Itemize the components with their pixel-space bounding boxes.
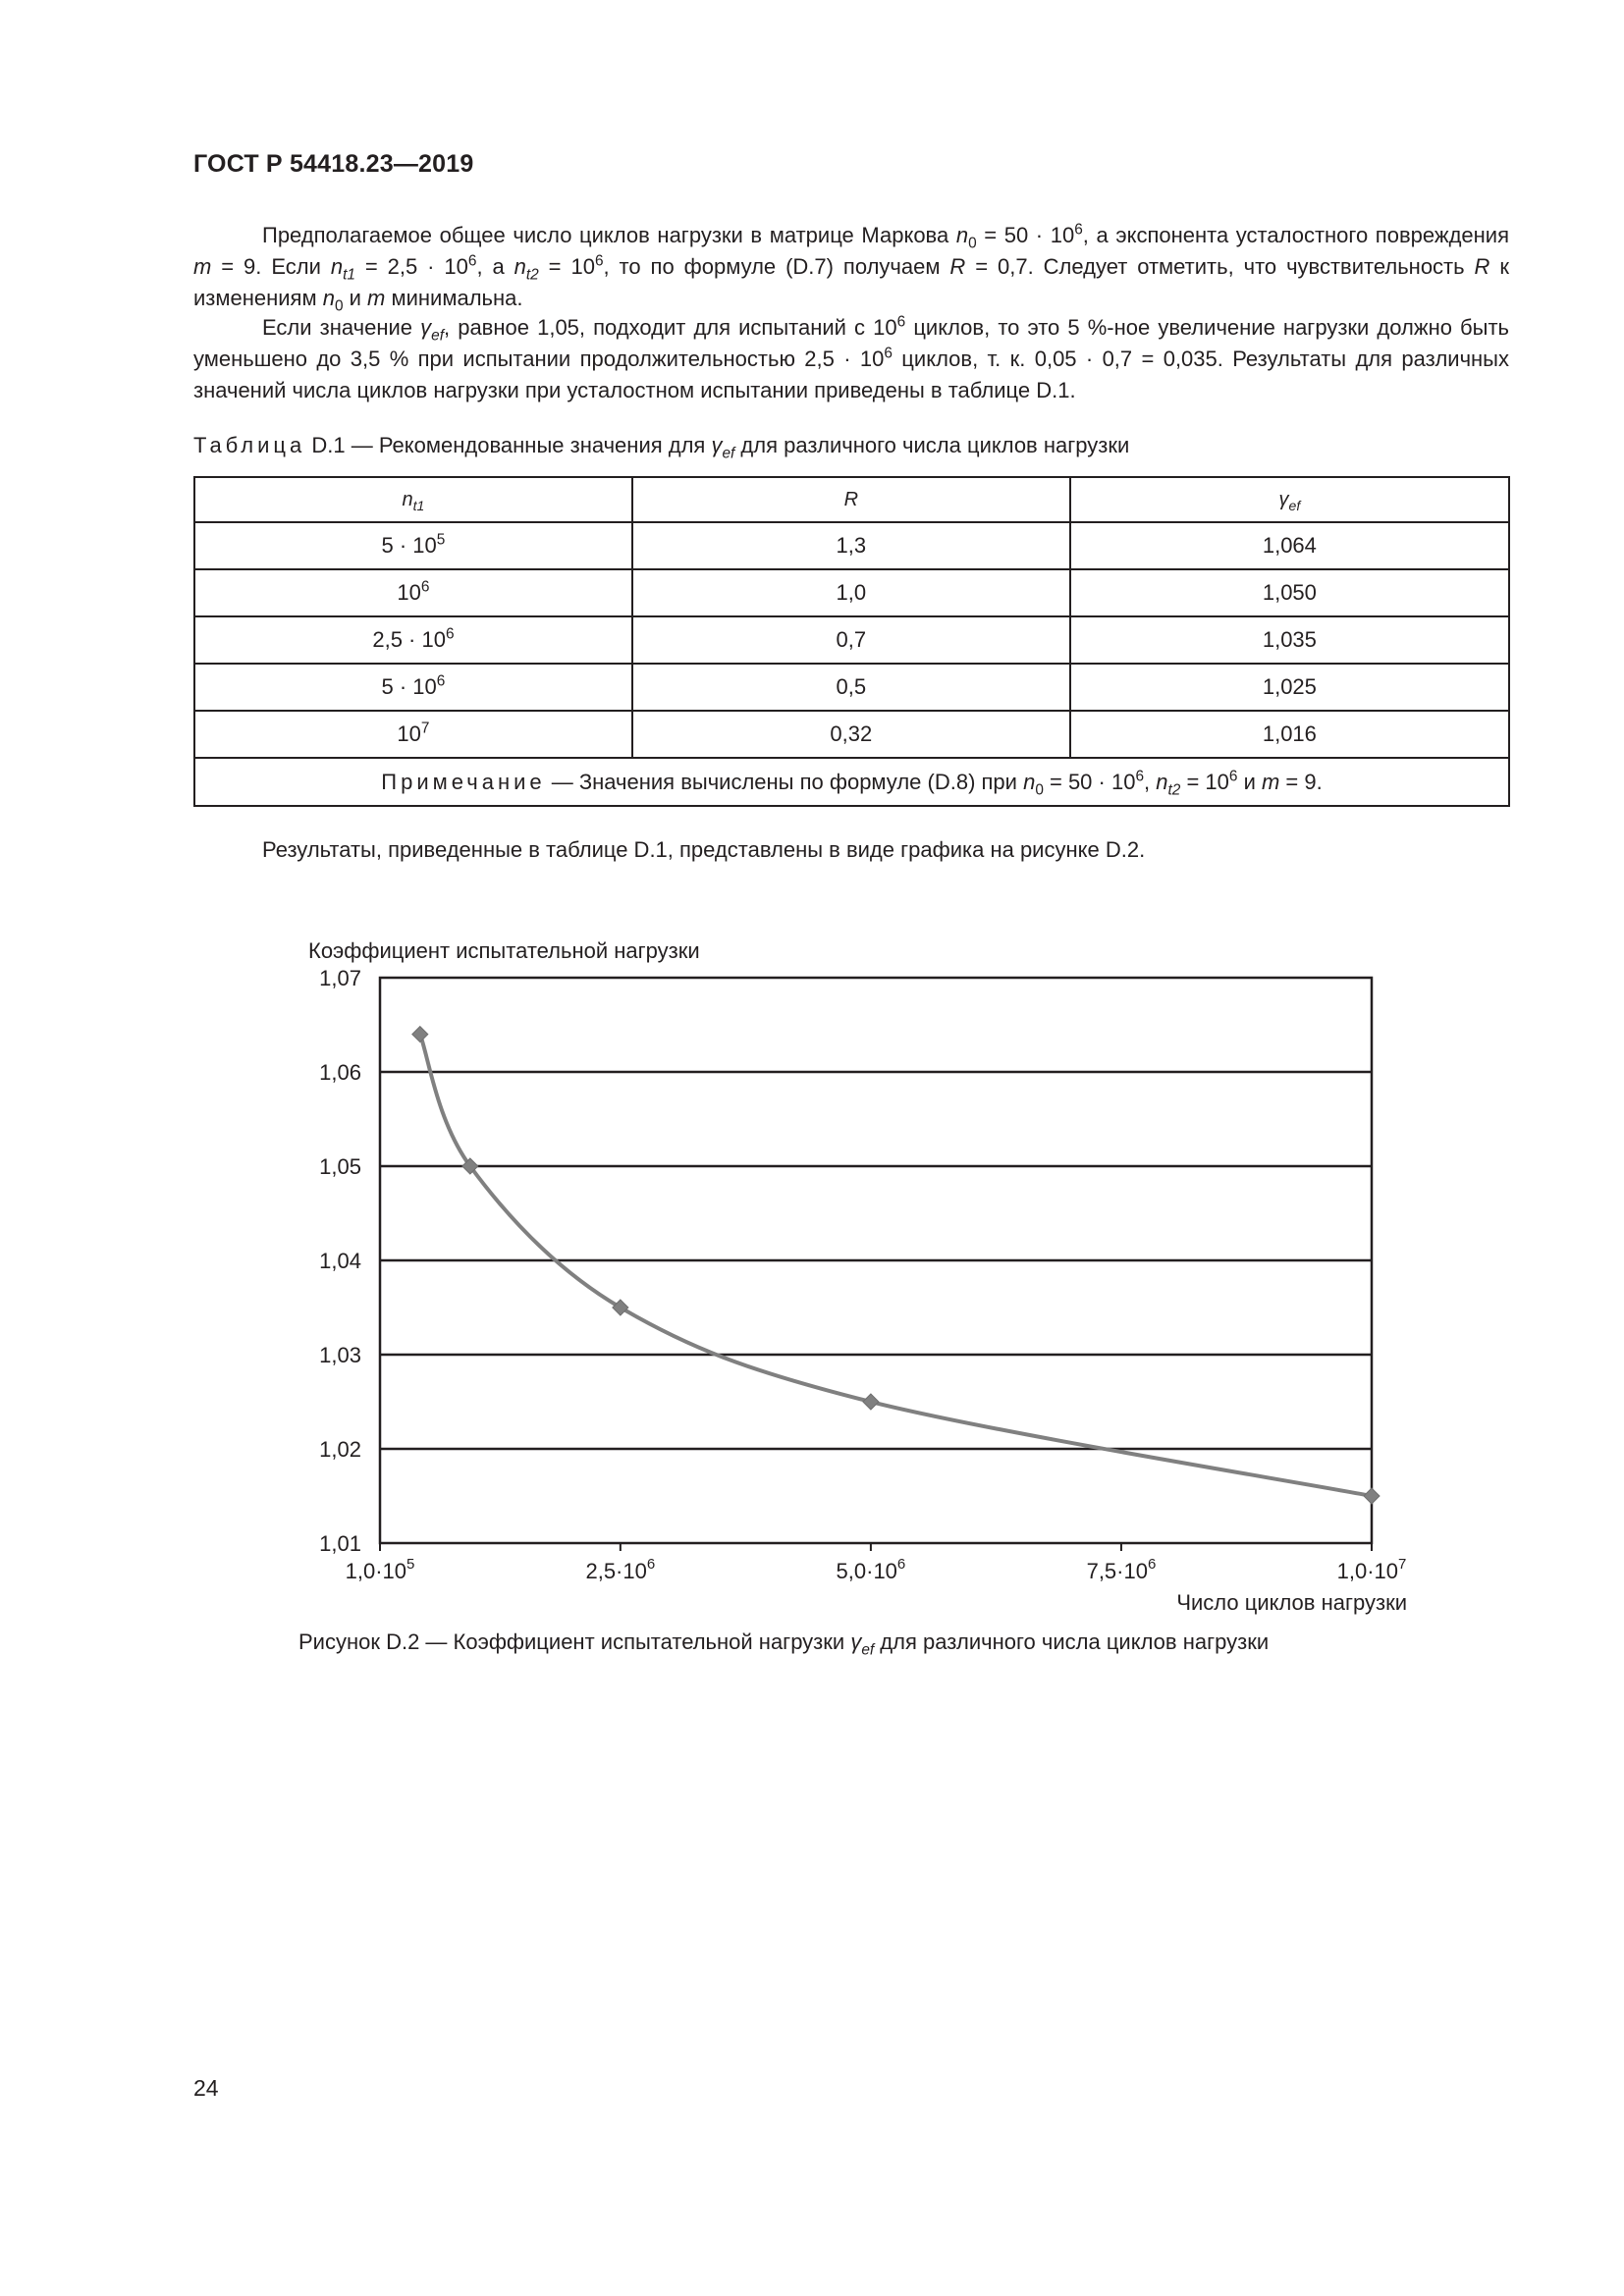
cell-gamma: 1,050 bbox=[1070, 569, 1509, 616]
y-tick-label: 1,07 bbox=[319, 966, 361, 990]
x-tick-label bbox=[1087, 1556, 1157, 1583]
y-tick-labels bbox=[319, 966, 361, 1556]
table-note-row bbox=[194, 758, 1509, 806]
x-axis-title: Число циклов нагрузки bbox=[1176, 1590, 1407, 1615]
cell-r: 1,0 bbox=[632, 569, 1070, 616]
x-tick-base: 1,0·10 bbox=[1336, 1559, 1399, 1583]
cell-r: 0,7 bbox=[632, 616, 1070, 664]
data-point bbox=[462, 1158, 478, 1174]
data-table bbox=[193, 476, 1510, 807]
plot-frame bbox=[380, 978, 1372, 1543]
table-row bbox=[194, 664, 1509, 711]
data-point bbox=[863, 1394, 879, 1410]
cell-gamma: 1,035 bbox=[1070, 616, 1509, 664]
results-sentence: Результаты, приведенные в таблице D.1, представлены в виде графика на рисунке D.2. bbox=[262, 837, 1146, 862]
cell-nt1: $5 \cdot 10^5$ bbox=[194, 522, 632, 569]
x-tick-base: 2,5·10 bbox=[585, 1559, 647, 1583]
y-tick-label: 1,02 bbox=[319, 1437, 361, 1462]
x-tick-exponent: 6 bbox=[896, 1556, 906, 1573]
x-tick-labels bbox=[346, 1543, 1407, 1583]
series-line bbox=[420, 1035, 1372, 1496]
y-tick-label: 1,05 bbox=[319, 1154, 361, 1179]
document-header: ГОСТ Р 54418.23—2019 bbox=[193, 150, 474, 178]
cell-nt1: $10^7$ bbox=[194, 711, 632, 758]
x-tick-base: 7,5·10 bbox=[1086, 1559, 1148, 1583]
table-row bbox=[194, 569, 1509, 616]
cell-nt1: $10^6$ bbox=[194, 569, 632, 616]
column-header-nt1: $n_{t1}$ bbox=[194, 477, 632, 522]
x-tick-exponent: 7 bbox=[1398, 1556, 1407, 1573]
y-axis-title: Коэффициент испытательной нагрузки bbox=[308, 938, 700, 963]
x-tick-exponent: 6 bbox=[1147, 1556, 1157, 1573]
y-tick-label: 1,06 bbox=[319, 1060, 361, 1085]
x-tick-label bbox=[837, 1556, 906, 1583]
cell-r: 0,5 bbox=[632, 664, 1070, 711]
cell-gamma: 1,016 bbox=[1070, 711, 1509, 758]
cell-r: 0,32 bbox=[632, 711, 1070, 758]
data-point bbox=[412, 1027, 428, 1042]
x-tick-base: 1,0·10 bbox=[345, 1559, 407, 1583]
x-tick-exponent: 5 bbox=[406, 1556, 415, 1573]
cell-nt1: $5 \cdot 10^6$ bbox=[194, 664, 632, 711]
data-markers bbox=[412, 1027, 1380, 1504]
data-point bbox=[1364, 1488, 1380, 1504]
table-note: Примечание — Значения вычислены по формуле (D.8) при $n_0 = 50 \cdot 10^6$, $n_{t2} = 10^6$ и m = 9. bbox=[194, 758, 1509, 806]
y-tick-label: 1,04 bbox=[319, 1249, 361, 1273]
x-tick-label bbox=[1337, 1556, 1407, 1583]
table-row bbox=[194, 711, 1509, 758]
cell-r: 1,3 bbox=[632, 522, 1070, 569]
table-caption: Таблица D.1 — Рекомендованные значения для $\gamma_{ef}$ для различного числа циклов нагрузки bbox=[193, 433, 1130, 462]
grid-lines bbox=[380, 1072, 1372, 1449]
y-tick-label: 1,03 bbox=[319, 1343, 361, 1367]
table-header-row bbox=[194, 477, 1509, 522]
table-row bbox=[194, 616, 1509, 664]
table-row bbox=[194, 522, 1509, 569]
y-tick-label: 1,01 bbox=[319, 1531, 361, 1556]
x-tick-label bbox=[585, 1556, 655, 1583]
x-tick-exponent: 6 bbox=[646, 1556, 656, 1573]
column-header-r: R bbox=[632, 477, 1070, 522]
x-tick-base: 5,0·10 bbox=[836, 1559, 897, 1583]
column-header-gamma: $\gamma_{ef}$ bbox=[1070, 477, 1509, 522]
cell-nt1: $2,5 \cdot 10^6$ bbox=[194, 616, 632, 664]
paragraph-2: Если значение $\gamma_{ef}$, равное 1,05, подходит для испытаний с $10^6$ циклов, то это 5 %-ное увеличение нагрузки должно быть уменьшено до 3,5 % при испытании продолжительностью $2,5 \cdot 10^6$ циклов, т. к. 0,05 · 0,7 = 0,035. Результаты для различных значений числа циклов нагрузки при усталостном испытании приведены в таблице D.1. bbox=[193, 313, 1510, 402]
page-number: 24 bbox=[193, 2075, 219, 2101]
cell-gamma: 1,064 bbox=[1070, 522, 1509, 569]
data-point bbox=[613, 1300, 628, 1315]
x-tick-label bbox=[346, 1556, 415, 1583]
paragraph-1: Предполагаемое общее число циклов нагрузки в матрице Маркова $n_0 = 50 \cdot 10^6$, а экспонента усталостного повреждения m = 9. Если $n_{t1} = 2,5 \cdot 10^6$, а $n_{t2} = 10^6$, то по формуле (D.7) получаем R = 0,7. Следует отметить, что чувствительность R к изменениям $n_0$ и m минимальна. bbox=[193, 221, 1509, 315]
figure-caption: Рисунок D.2 — Коэффициент испытательной нагрузки $\gamma_{ef}$ для различного числа циклов нагрузки bbox=[298, 1629, 1270, 1659]
cell-gamma: 1,025 bbox=[1070, 664, 1509, 711]
